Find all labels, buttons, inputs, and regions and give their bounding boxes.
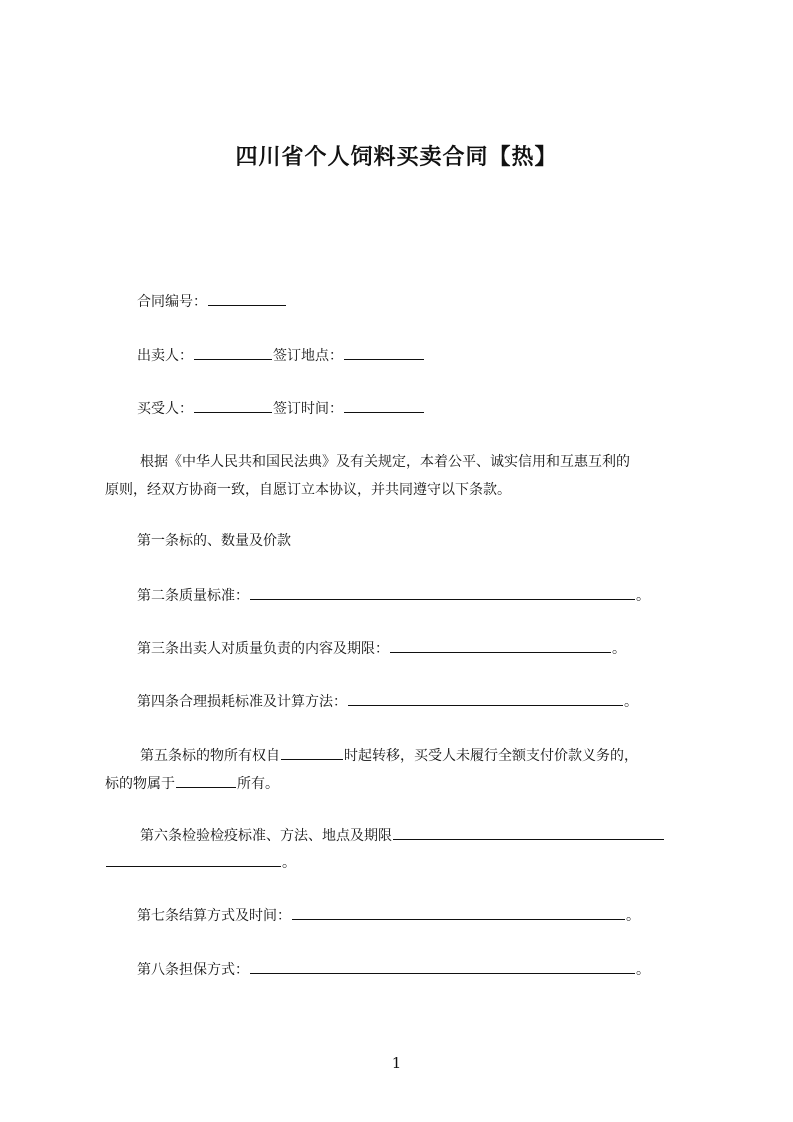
article-5-owner-blank[interactable]	[176, 773, 236, 788]
article-4-blank[interactable]	[348, 691, 623, 706]
sign-time-label: 签订时间：	[273, 401, 343, 417]
contract-number-blank[interactable]	[208, 291, 286, 306]
article-4: 第四条合理损耗标准及计算方法：	[137, 694, 347, 710]
contract-number-label: 合同编号：	[137, 294, 207, 310]
article-8-blank[interactable]	[250, 959, 635, 974]
article-3-blank[interactable]	[390, 638, 611, 653]
article-3-period: 。	[612, 641, 626, 657]
article-8-line	[137, 959, 650, 980]
article-2-period: 。	[636, 588, 650, 604]
buyer-blank[interactable]	[194, 398, 272, 413]
article-3-line	[137, 638, 626, 659]
article-5-time-blank[interactable]	[281, 745, 343, 760]
article-2-blank[interactable]	[250, 585, 635, 600]
seller-label: 出卖人：	[137, 348, 193, 364]
article-8-period: 。	[636, 962, 650, 978]
article-3: 第三条出卖人对质量负责的内容及期限：	[137, 641, 389, 657]
article-2-line	[137, 585, 650, 606]
document-title: 四川省个人饲料买卖合同【热】	[235, 145, 558, 170]
article-4-period: 。	[624, 694, 638, 710]
sign-place-label: 签订地点：	[273, 348, 343, 364]
article-2: 第二条质量标准：	[137, 588, 249, 604]
article-7-period: 。	[626, 908, 640, 924]
article-6-blank-2[interactable]	[106, 852, 281, 867]
article-4-line	[137, 691, 638, 712]
article-5-text-1: 第五条标的物所有权自	[140, 748, 280, 764]
article-6: 第六条检验检疫标准、方法、地点及期限	[140, 828, 392, 844]
sign-time-blank[interactable]	[344, 398, 424, 413]
buyer-line	[137, 398, 425, 419]
sign-place-blank[interactable]	[344, 345, 424, 360]
seller-blank[interactable]	[194, 345, 272, 360]
article-7-line	[137, 905, 640, 926]
article-6-line-2	[105, 852, 296, 873]
article-6-line-1	[140, 825, 665, 846]
seller-line	[137, 345, 425, 366]
contract-number-line	[137, 291, 287, 312]
article-5-text-4: 所有。	[237, 776, 279, 792]
buyer-label: 买受人：	[137, 401, 193, 417]
article-1: 第一条标的、数量及价款	[137, 533, 291, 549]
article-6-blank-1[interactable]	[393, 825, 664, 840]
intro-line-2: 原则，经双方协商一致，自愿订立本协议，并共同遵守以下条款。	[105, 482, 511, 498]
article-8: 第八条担保方式：	[137, 962, 249, 978]
article-5-line-1	[140, 745, 638, 766]
article-6-period: 。	[282, 855, 296, 871]
article-7: 第七条结算方式及时间：	[137, 908, 291, 924]
page-number: 1	[391, 1054, 402, 1072]
article-5-text-3: 标的物属于	[105, 776, 175, 792]
intro-line-1: 根据《中华人民共和国民法典》及有关规定，本着公平、诚实信用和互惠互利的	[140, 454, 630, 470]
article-7-blank[interactable]	[292, 905, 625, 920]
article-5-text-2: 时起转移，买受人未履行全额支付价款义务的，	[344, 748, 638, 764]
article-5-line-2	[105, 773, 279, 794]
